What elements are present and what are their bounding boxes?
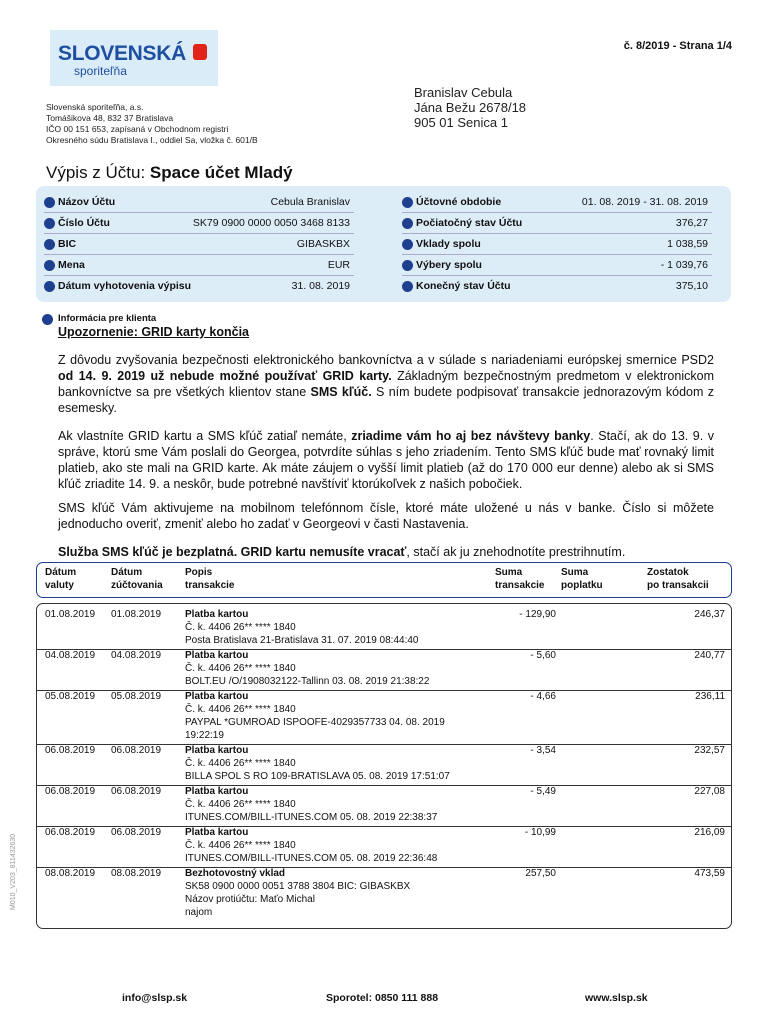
info-row: BIC GIBASKBX	[44, 234, 354, 255]
info-row: Dátum vyhotovenia výpisu 31. 08. 2019	[44, 276, 354, 296]
notice-paragraph: Z dôvodu zvyšovania bezpečnosti elektronického bankovníctva a v súlade s nariadeniami európskej smernice PSD2 od 14. 9. 2019 už nebude možné používať GRID karty. Základným bezpečnostným predmetom v elektronickom bankovníctve sa pre všetkých klientov stane SMS kľúč. S ním budete podpisovať transakcie jednorazovým kódom z esemesky.	[58, 353, 714, 415]
bullet-icon	[402, 239, 413, 250]
bullet-icon	[402, 260, 413, 271]
bullet-icon	[44, 281, 55, 292]
footer-email[interactable]: info@slsp.sk	[122, 992, 188, 1004]
logo-s-icon	[193, 44, 207, 60]
notice-title: Upozornenie: GRID karty končia	[58, 325, 250, 339]
logo-sub: sporiteľňa	[74, 64, 127, 78]
info-row: Výbery spolu - 1 039,76	[402, 255, 712, 276]
bullet-icon	[402, 218, 413, 229]
col-header-valuty: Dátum valuty	[45, 567, 77, 591]
table-row: 08.08.2019 08.08.2019 Bezhotovostný vklad SK58 0900 0000 0051 3788 3804 BIC: GIBASKBX Názov protiúčtu: Maťo Michal najom 257,50 473,59	[45, 868, 725, 918]
bullet-icon	[44, 218, 55, 229]
side-code: M010_V203_811432630	[10, 833, 17, 910]
bullet-icon	[42, 314, 53, 325]
footer-web[interactable]: www.slsp.sk	[585, 992, 648, 1004]
footer-phone: Sporotel: 0850 111 888	[326, 992, 439, 1004]
statement-title: Výpis z Účtu: Space účet Mladý	[46, 163, 293, 182]
info-row: Účtovné obdobie 01. 08. 2019 - 31. 08. 2019	[402, 192, 712, 213]
bank-address: Slovenská sporiteľňa, a.s. Tomášikova 48, 832 37 Bratislava IČO 00 151 653, zapísaná v Obchodnom registri Okresného súdu Bratislava I., oddiel Sa, vložka č. 601/B	[46, 102, 258, 145]
recipient-address: Branislav Cebula Jána Bežu 2678/18 905 01 Senica 1	[414, 85, 527, 130]
table-row: 06.08.2019 06.08.2019 Platba kartou Č. k. 4406 26** **** 1840 ITUNES.COM/BILL-ITUNES.COM 05. 08. 2019 22:36:48 - 10,99 216,09	[37, 826, 731, 868]
info-row: Konečný stav Účtu 375,10	[402, 276, 712, 296]
bullet-icon	[402, 197, 413, 208]
transactions-table	[36, 603, 732, 929]
info-row: Názov Účtu Cebula Branislav	[44, 192, 354, 213]
page-number: č. 8/2019 - Strana 1/4	[623, 40, 732, 52]
transactions-header	[36, 562, 732, 598]
col-header-zuctovania: Dátum zúčtovania	[111, 567, 163, 591]
client-info-heading: Informácia pre klienta	[46, 313, 156, 324]
table-row: 04.08.2019 04.08.2019 Platba kartou Č. k. 4406 26** **** 1840 BOLT.EU /O/1908032122-Tallinn 03. 08. 2019 21:38:22 - 5,60 240,77	[37, 649, 731, 691]
table-row: 06.08.2019 06.08.2019 Platba kartou Č. k. 4406 26** **** 1840 ITUNES.COM/BILL-ITUNES.COM 05. 08. 2019 22:38:37 - 5,49 227,08	[37, 785, 731, 827]
info-row: Vklady spolu 1 038,59	[402, 234, 712, 255]
info-row: Mena EUR	[44, 255, 354, 276]
table-row: 06.08.2019 06.08.2019 Platba kartou Č. k. 4406 26** **** 1840 BILLA SPOL S RO 109-BRATISLAVA 05. 08. 2019 17:51:07 - 3,54 232,57	[37, 744, 731, 786]
bullet-icon	[44, 197, 55, 208]
bullet-icon	[44, 239, 55, 250]
info-row: Počiatočný stav Účtu 376,27	[402, 213, 712, 234]
info-row: Číslo Účtu SK79 0900 0000 0050 3468 8133	[44, 213, 354, 234]
notice-paragraph: SMS kľúč Vám aktivujeme na mobilnom telefónnom čísle, ktoré máte uložené u nás v banke. Číslo si môžete jednoducho overiť, zmeniť alebo ho zadať v Georgeovi v časti Nastavenia.	[58, 501, 714, 531]
col-header-suma-transakcie: Suma transakcie	[495, 567, 545, 591]
notice-paragraph: Služba SMS kľúč je bezplatná. GRID kartu nemusíte vracať, stačí ak ju znehodnotíte prestrihnutím.	[58, 545, 626, 559]
col-header-zostatok: Zostatok po transakcii	[647, 567, 709, 591]
table-row: 01.08.2019 01.08.2019 Platba kartou Č. k. 4406 26** **** 1840 Posta Bratislava 21-Bratislava 31. 07. 2019 08:44:40 - 129,90 246,37	[37, 608, 731, 650]
notice-paragraph: Ak vlastníte GRID kartu a SMS kľúč zatiaľ nemáte, zriadime vám ho aj bez návštevy banky. Stačí, ak do 13. 9. v správe, ktorú sme Vám poslali do Georgea, potvrdíte súhlas s jeho zriadením. Tento SMS kľúč bude mať rovnaký limit platieb, ako ste mali na GRID karte. Ak máte záujem o vyšší limit platieb (až do 170 000 eur denne) alebo ak si SMS kľúč zriadite 14. 9. a neskôr, bude potrebné navštíviť ktorúkoľvek z našich pobočiek.	[58, 429, 714, 491]
logo-name: SLOVENSKÁ	[58, 42, 186, 65]
col-header-popis: Popis transakcie	[185, 567, 235, 591]
account-info-panel	[36, 186, 731, 302]
bullet-icon	[402, 281, 413, 292]
table-row: 05.08.2019 05.08.2019 Platba kartou Č. k. 4406 26** **** 1840 PAYPAL *GUMROAD ISPOOFE-4029357733 04. 08. 2019 19:22:19 - 4,66 236,11	[37, 690, 731, 745]
bullet-icon	[44, 260, 55, 271]
col-header-suma-poplatku: Suma poplatku	[561, 567, 603, 591]
